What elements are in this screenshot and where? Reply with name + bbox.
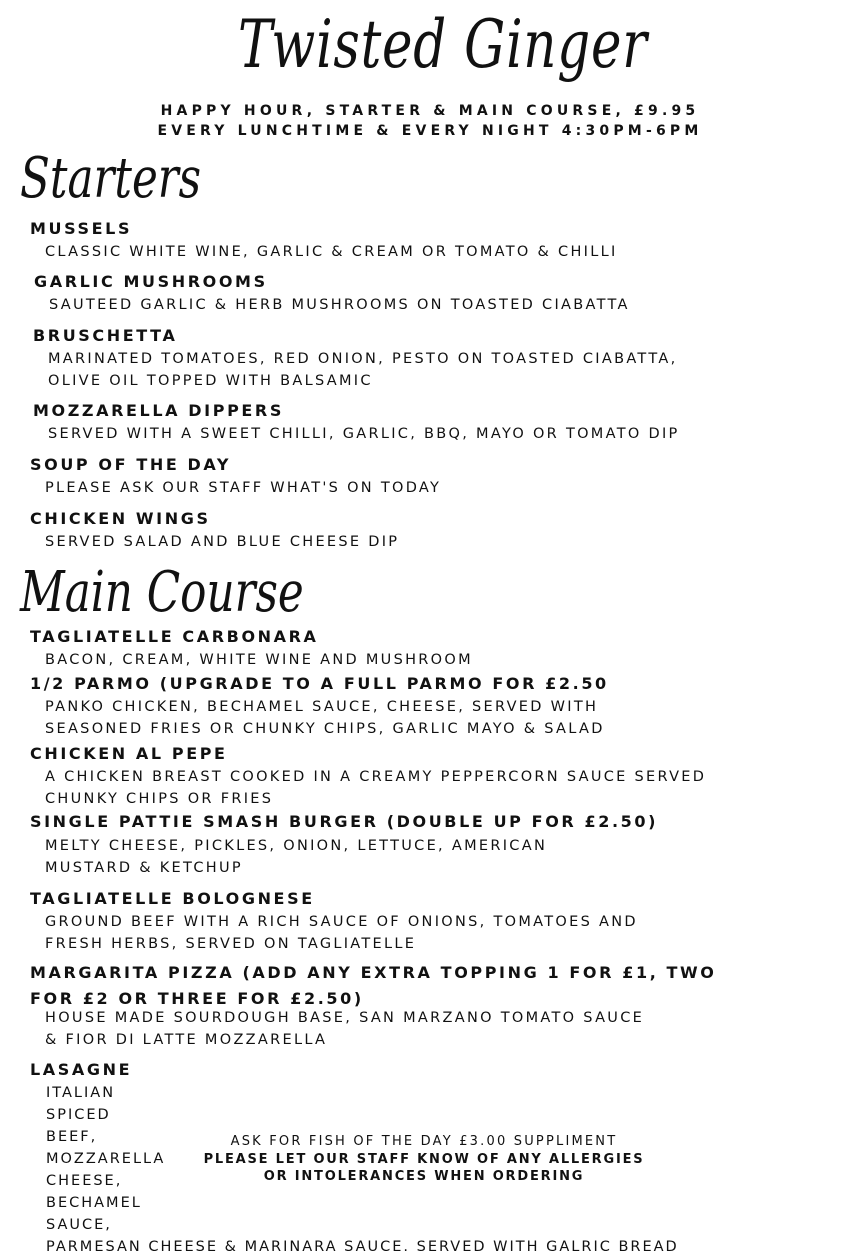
desc-line: PANKO CHICKEN, BECHAMEL SAUCE, CHEESE, SERVED WITH [45,699,599,715]
desc-line: SEASONED FRIES OR CHUNKY CHIPS, GARLIC MAYO & SALAD [45,721,605,737]
desc-word: ITALIAN [46,1085,116,1101]
main-margarita-pizza-desc [45,1007,644,1051]
main-lasagne-name: LASAGNE [30,1060,133,1079]
desc-line: SERVED WITH A SWEET CHILLI, GARLIC, BBQ, MAYO OR TOMATO DIP [48,426,680,442]
main-course-heading: Main Course [20,560,304,625]
main-parmo-desc [45,696,605,740]
main-smash-burger-name: SINGLE PATTIE SMASH BURGER (DOUBLE UP FOR £2.50) [30,812,659,831]
desc-line: A CHICKEN BREAST COOKED IN A CREAMY PEPPERCORN SAUCE SERVED [45,769,707,785]
main-carbonara-desc [45,649,473,671]
starter-garlic-mushrooms-name: GARLIC MUSHROOMS [34,272,268,291]
allergy-notice-line-1: PLEASE LET OUR STAFF KNOW OF ANY ALLERGIES [203,1152,645,1167]
desc-line: HOUSE MADE SOURDOUGH BASE, SAN MARZANO TOMATO SAUCE [45,1010,645,1026]
happy-hour-times: EVERY LUNCHTIME & EVERY NIGHT 4:30PM-6PM [157,123,703,139]
desc-line: FRESH HERBS, SERVED ON TAGLIATELLE [45,936,417,952]
desc-line: MUSTARD & KETCHUP [45,860,243,876]
fish-of-the-day-note: ASK FOR FISH OF THE DAY £3.00 SUPPLIMENT [230,1134,618,1149]
main-chicken-al-pepe-name: CHICKEN AL PEPE [30,744,228,763]
allergy-notice-line-2: OR INTOLERANCES WHEN ORDERING [263,1169,585,1184]
desc-line: CLASSIC WHITE WINE, GARLIC & CREAM OR TOMATO & CHILLI [45,244,618,260]
desc-line: & FIOR DI LATTE MOZZARELLA [45,1032,328,1048]
desc-line: PLEASE ASK OUR STAFF WHAT'S ON TODAY [45,480,442,496]
starter-mussels-name: MUSSELS [30,219,133,238]
starter-bruschetta-name: BRUSCHETTA [33,326,178,345]
desc-word: BEEF, [46,1129,98,1145]
main-margarita-pizza-name [30,960,717,1012]
desc-line: PARMESAN CHEESE & MARINARA SAUCE. SERVED WITH GALRIC BREAD [46,1239,679,1255]
main-smash-burger-desc [45,835,547,879]
desc-word: MOZZARELLA [46,1151,166,1167]
starters-heading: Starters [20,146,202,211]
starter-chicken-wings-name: CHICKEN WINGS [30,509,211,528]
restaurant-title: Twisted Ginger [238,6,648,83]
starter-mussels-desc [45,241,618,263]
starter-mozzarella-dippers-name: MOZZARELLA DIPPERS [33,401,284,420]
happy-hour-offer: HAPPY HOUR, STARTER & MAIN COURSE, £9.95 [160,103,700,119]
name-line: MARGARITA PIZZA (ADD ANY EXTRA TOPPING 1 FOR £1, TWO [30,963,717,982]
desc-word: CHEESE, [46,1173,123,1189]
desc-word: SAUCE, [46,1217,112,1233]
desc-line: OLIVE OIL TOPPED WITH BALSAMIC [48,373,373,389]
desc-line: SAUTEED GARLIC & HERB MUSHROOMS ON TOASTED CIABATTA [49,297,630,313]
starter-mozzarella-dippers-desc [48,423,680,445]
starter-bruschetta-desc [48,348,677,392]
starter-garlic-mushrooms-desc [49,294,630,316]
starter-soup-desc [45,477,441,499]
desc-line: MARINATED TOMATOES, RED ONION, PESTO ON TOASTED CIABATTA, [48,351,678,367]
desc-word: SPICED [46,1107,111,1123]
starter-chicken-wings-desc [45,531,399,553]
desc-line: MELTY CHEESE, PICKLES, ONION, LETTUCE, AMERICAN [45,838,548,854]
main-bolognese-desc [45,911,638,955]
name-line: FOR £2 OR THREE FOR £2.50) [30,989,364,1008]
desc-line: CHUNKY CHIPS OR FRIES [45,791,274,807]
desc-line: SERVED SALAD AND BLUE CHEESE DIP [45,534,400,550]
main-bolognese-name: TAGLIATELLE BOLOGNESE [30,889,315,908]
main-carbonara-name: TAGLIATELLE CARBONARA [30,627,319,646]
main-chicken-al-pepe-desc [45,766,706,810]
starter-soup-name: SOUP OF THE DAY [30,455,232,474]
desc-line: BACON, CREAM, WHITE WINE AND MUSHROOM [45,652,473,668]
desc-line: GROUND BEEF WITH A RICH SAUCE OF ONIONS, TOMATOES AND [45,914,638,930]
main-parmo-name: 1/2 PARMO (UPGRADE TO A FULL PARMO FOR £2.50 [30,674,609,693]
desc-word: BECHAMEL [46,1195,142,1211]
